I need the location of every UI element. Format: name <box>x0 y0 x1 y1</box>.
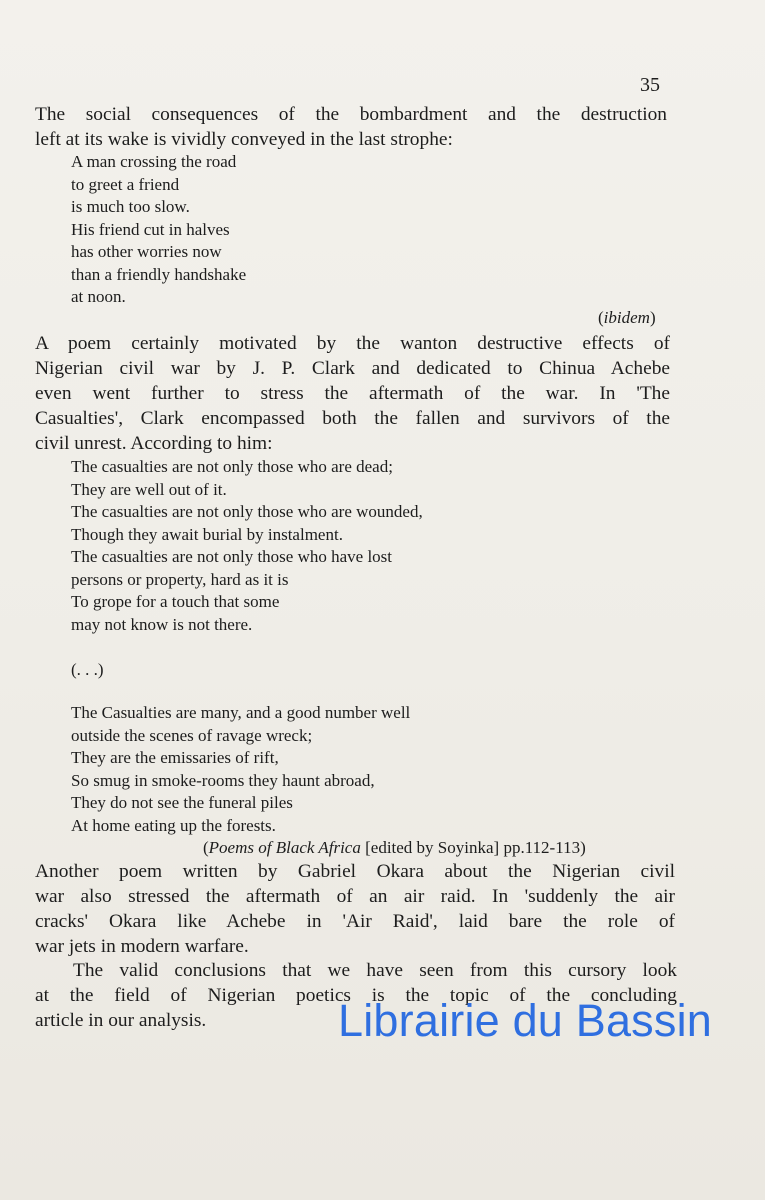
text-line: war also stressed the aftermath of an air raid. In 'suddenly the air <box>35 886 675 907</box>
watermark-librairie-du-bassin: Librairie du Bassin <box>338 995 712 1046</box>
poem-line: The Casualties are many, and a good number well <box>71 703 411 722</box>
poem-line: The casualties are not only those who are wounded, <box>71 502 423 521</box>
poem-line: to greet a friend <box>71 174 180 194</box>
poem-excerpt-casualties-continued <box>71 702 410 837</box>
poem-line: At home eating up the forests. <box>71 815 276 835</box>
paragraph-clark <box>35 331 670 456</box>
poem-line: They are well out of it. <box>71 479 227 499</box>
poem-line: outside the scenes of ravage wreck; <box>71 725 313 745</box>
text-line: cracks' Okara like Achebe in 'Air Raid', laid bare the role of <box>35 911 675 932</box>
poem-line: has other worries now <box>71 242 222 261</box>
poem-line: His friend cut in halves <box>71 219 230 239</box>
text-line: The social consequences of the bombardment and the destruction <box>35 104 667 125</box>
text-line: Nigerian civil war by J. P. Clark and dedicated to Chinua Achebe <box>35 358 670 379</box>
citation-poems-of-black-africa: (Poems of Black Africa [edited by Soyinka] pp.112-113) <box>203 838 586 857</box>
poem-line: The casualties are not only those who have lost <box>71 547 393 566</box>
text-line: The valid conclusions that we have seen from this cursory look <box>73 960 677 981</box>
poem-line: To grope for a touch that some <box>71 592 280 611</box>
poem-line: than a friendly handshake <box>71 264 247 284</box>
citation-ibidem: (ibidem) <box>598 308 656 327</box>
poem-line: The casualties are not only those who are dead; <box>71 457 393 476</box>
citation-title: ibidem <box>603 308 650 327</box>
citation-title: Poems of Black Africa <box>208 838 361 857</box>
text-line: civil unrest. According to him: <box>35 433 273 454</box>
poem-line: They do not see the funeral piles <box>71 793 293 812</box>
poem-line: may not know is not there. <box>71 614 253 634</box>
poem-line: at noon. <box>71 287 126 306</box>
text-line: even went further to stress the aftermath of the war. In 'The <box>35 383 670 404</box>
poem-line: So smug in smoke-rooms they haunt abroad, <box>71 770 375 790</box>
poem-line: Though they await burial by instalment. <box>71 524 343 544</box>
poem-excerpt-air-raid <box>71 151 246 309</box>
text-line: Casualties', Clark encompassed both the fallen and survivors of the <box>35 408 670 429</box>
poem-line: A man crossing the road <box>71 152 237 171</box>
poem-line: is much too slow. <box>71 197 190 216</box>
text-line: war jets in modern warfare. <box>35 936 249 957</box>
text-line: A poem certainly motivated by the wanton destructive effects of <box>35 333 670 354</box>
poem-line: persons or property, hard as it is <box>71 569 289 589</box>
paragraph-intro <box>35 102 667 152</box>
poem-line: They are the emissaries of rift, <box>71 748 279 767</box>
text-line: article in our analysis. <box>35 1010 207 1031</box>
text-line: at the field of Nigerian poetics is the topic of the concluding <box>35 985 677 1006</box>
text-line: Another poem written by Gabriel Okara about the Nigerian civil <box>35 861 675 882</box>
page-number: 35 <box>640 74 660 96</box>
poem-excerpt-casualties <box>71 456 423 636</box>
poem-ellipsis: (. . .) <box>71 660 104 679</box>
text-line: left at its wake is vividly conveyed in the last strophe: <box>35 129 453 150</box>
paragraph-okara <box>35 859 675 959</box>
